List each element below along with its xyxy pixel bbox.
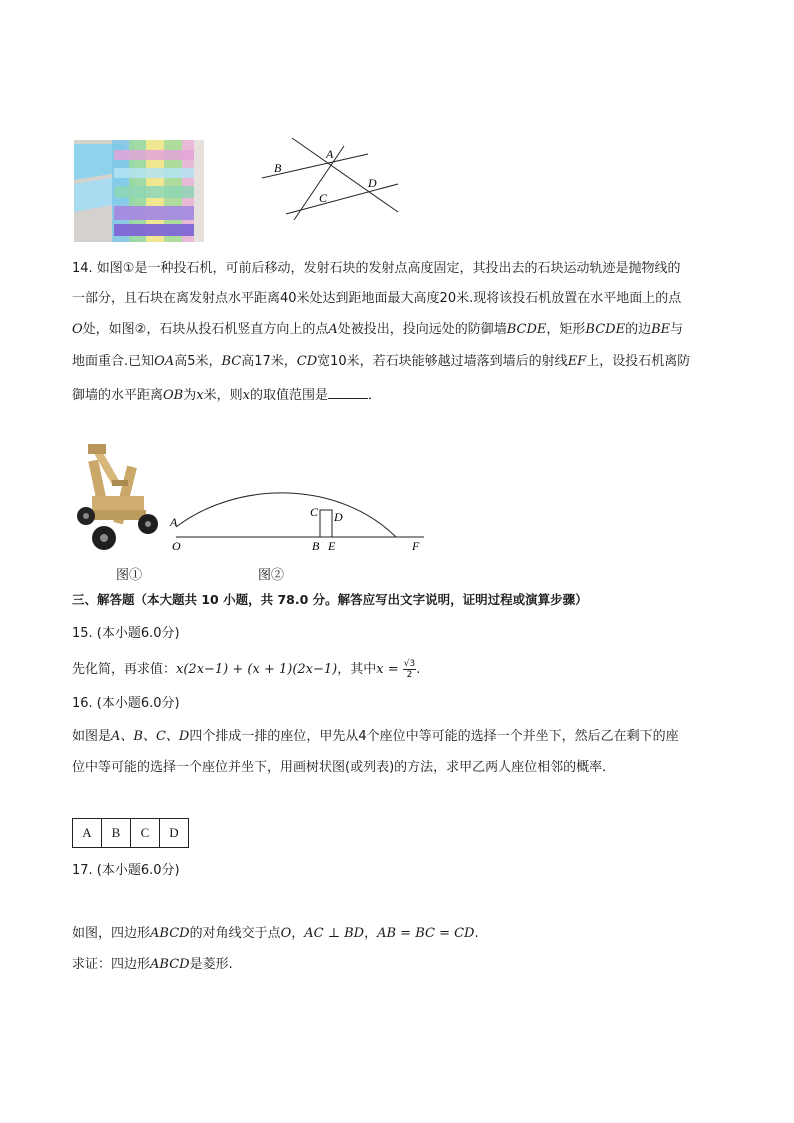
woven-paper-photo <box>74 140 204 242</box>
q16-line1: 如图是A、B、C、D四个排成一排的座位，甲先从4个座位中等可能的选择一个并坐下，然后乙在剩下的座 <box>72 729 679 744</box>
intersecting-lines-figure <box>258 134 404 226</box>
seat-row <box>72 818 189 848</box>
label-A: A <box>170 515 178 529</box>
label-C: C <box>310 505 319 519</box>
answer-blank[interactable] <box>328 384 368 399</box>
q17-header: 17. (本小题6.0分) <box>72 863 180 878</box>
q15-header: 15. (本小题6.0分) <box>72 626 180 641</box>
label-F: F <box>412 539 420 553</box>
label-B: B <box>312 539 320 553</box>
q16-header: 16. (本小题6.0分) <box>72 696 180 711</box>
trajectory-diagram <box>168 490 428 556</box>
section-heading: 三、解答题（本大题共 10 小题，共 78.0 分。解答应写出文字说明，证明过程或演算步骤） <box>72 592 588 607</box>
q14-line2: 一部分，且石块在离发射点水平距离40米处达到距地面最大高度20米.现将该投石机放置在水平地面上的点 <box>72 291 682 306</box>
q17-line2: 求证：四边形ABCD是菱形. <box>72 957 233 972</box>
label-D: D <box>368 176 377 190</box>
label-D: D <box>334 510 343 524</box>
seat-d: D <box>160 819 189 848</box>
q14-line1: 14. 如图①是一种投石机，可前后移动，发射石块的发射点高度固定，其投出去的石块运动轨迹是抛物线的 <box>72 261 681 276</box>
label-E: E <box>328 539 336 553</box>
q16-line2: 位中等可能的选择一个座位并坐下，用画树状图(或列表)的方法，求甲乙两人座位相邻的概率． <box>72 760 616 775</box>
q17-line1: 如图，四边形ABCD的对角线交于点O，AC ⊥ BD，AB = BC = CD. <box>72 926 479 941</box>
catapult-photo <box>72 440 160 556</box>
label-O: O <box>172 539 181 553</box>
caption-figure-2: 图② <box>258 568 285 583</box>
caption-figure-1: 图① <box>116 568 143 583</box>
q14-line3: O处，如图②，石块从投石机竖直方向上的点A处被投出，投向远处的防御墙BCDE，矩形BCDE的边BE与 <box>72 322 684 337</box>
q15-body: 先化简，再求值：x(2x−1) + (x + 1)(2x−1)，其中x = $\frac{√3}{2}$ . <box>72 659 421 680</box>
seat-a: A <box>73 819 102 848</box>
label-B: B <box>274 161 282 175</box>
q14-line5: 御墙的水平距离OB为x米，则x的取值范围是 ． <box>72 384 381 405</box>
q14-line4: 地面重合.已知OA高5米，BC高17米，CD宽10米，若石块能够越过墙落到墙后的射线EF上，设投石机离防 <box>72 354 691 369</box>
label-C: C <box>319 191 328 205</box>
label-A: A <box>326 147 334 161</box>
seat-c: C <box>131 819 160 848</box>
fraction: $\frac{√3}{2}$ <box>403 659 416 680</box>
seat-b: B <box>102 819 131 848</box>
